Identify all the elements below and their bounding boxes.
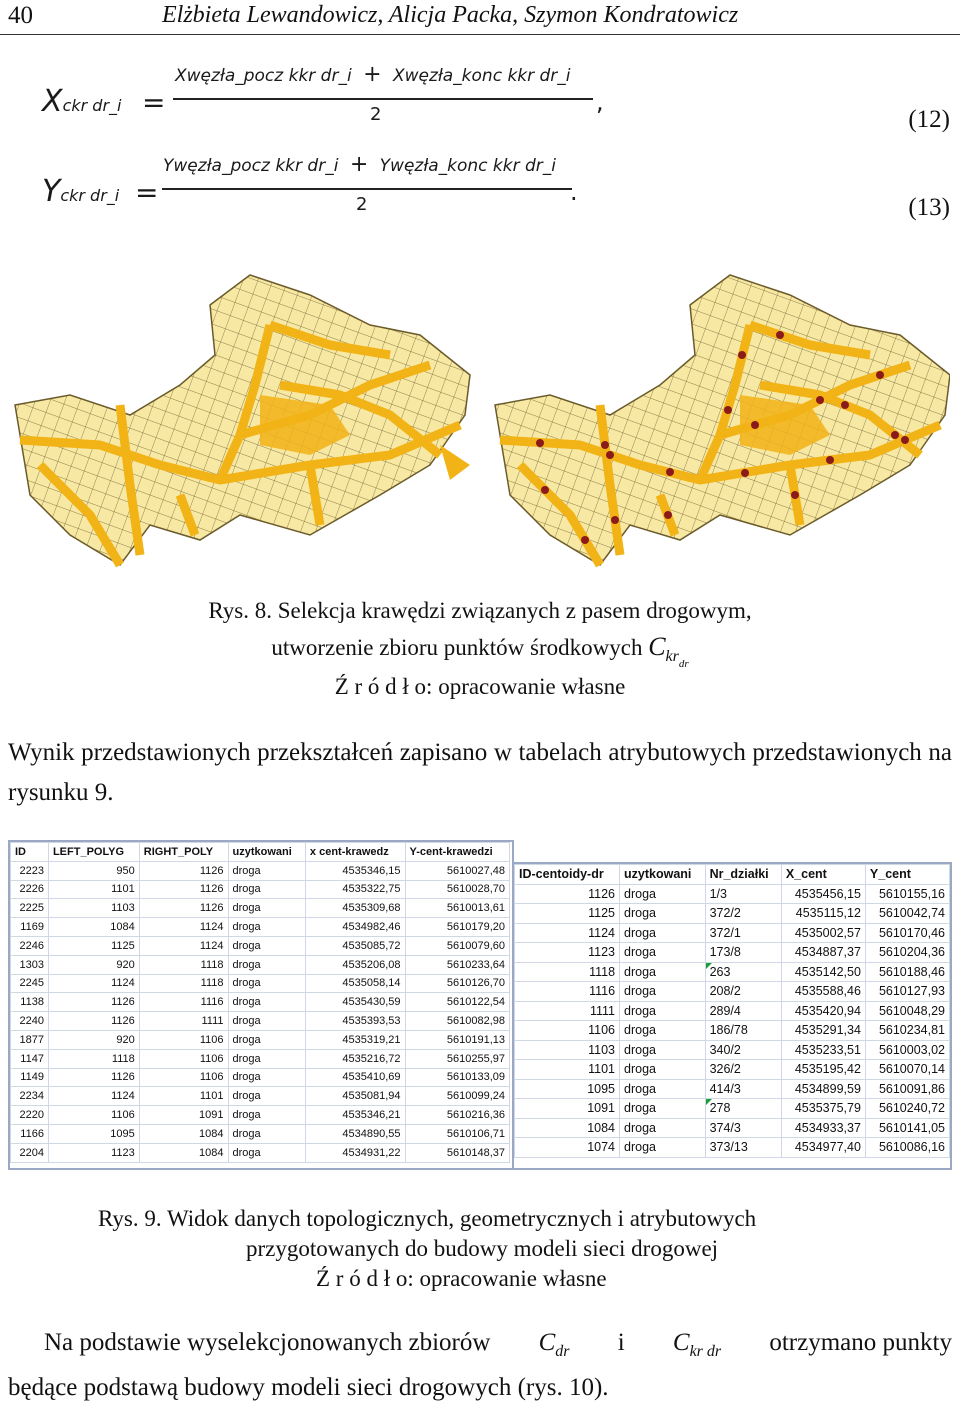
table-cell[interactable]: droga	[620, 1118, 706, 1138]
midpoint-marker	[841, 401, 849, 409]
table-row[interactable]	[11, 974, 510, 993]
figure-8-maps	[10, 265, 950, 575]
running-header-authors: Elżbieta Lewandowicz, Alicja Packa, Szymon Kondratowicz	[162, 2, 739, 28]
table-row[interactable]	[515, 904, 950, 924]
midpoint-marker	[816, 396, 824, 404]
table-row[interactable]	[515, 1060, 950, 1080]
figure-9-caption-line1: Rys. 9. Widok danych topologicznych, geometrycznych i atrybutowych	[98, 1206, 757, 1231]
fraction-bar	[173, 98, 593, 100]
table-cell[interactable]: 4535456,15	[781, 884, 865, 904]
figure-9-source	[98, 1264, 958, 1294]
table-cell[interactable]: 1126	[139, 899, 228, 918]
table-cell[interactable]: 1103	[48, 899, 139, 918]
table-cell[interactable]: 4535142,50	[781, 962, 865, 982]
table-cell[interactable]: 5610234,81	[865, 1021, 949, 1041]
midpoint-marker	[611, 516, 619, 524]
table-cell[interactable]: 4535346,21	[305, 1106, 405, 1125]
table-cell[interactable]: 4535420,94	[781, 1001, 865, 1021]
table-cell[interactable]: droga	[620, 982, 706, 1002]
numerator-right: Xwęzła_konc kkr dr_i	[392, 66, 571, 86]
table-cell[interactable]: droga	[620, 1021, 706, 1041]
table-cell[interactable]: 5610003,02	[865, 1040, 949, 1060]
midpoint-marker	[606, 451, 614, 459]
table-cell[interactable]: 5610027,48	[405, 861, 509, 880]
table-cell[interactable]: 1126	[48, 993, 139, 1012]
midpoint-marker	[741, 469, 749, 477]
column-header[interactable]: Y_cent	[865, 865, 949, 885]
table-cell[interactable]: 5610188,46	[865, 962, 949, 982]
table-row[interactable]	[515, 1099, 950, 1119]
table-cell[interactable]: droga	[620, 962, 706, 982]
table-cell[interactable]: droga	[228, 955, 305, 974]
table-cell[interactable]: 2223	[11, 861, 49, 880]
table-row[interactable]	[11, 861, 510, 880]
midpoint-marker	[666, 468, 674, 476]
table-cell[interactable]: 1303	[11, 955, 49, 974]
edges-table	[10, 842, 510, 1163]
table-cell[interactable]: 1126	[48, 1068, 139, 1087]
symbol: C	[538, 1329, 556, 1356]
table-cell[interactable]: 1103	[515, 1040, 620, 1060]
table-cell[interactable]: 4535233,51	[781, 1040, 865, 1060]
table-cell[interactable]: 5610179,20	[405, 918, 509, 937]
equation-numerator	[175, 62, 571, 87]
table-cell[interactable]: 1095	[48, 1124, 139, 1143]
table-row[interactable]	[515, 884, 950, 904]
table-cell[interactable]: 4535322,75	[305, 880, 405, 899]
table-cell[interactable]: 5610070,14	[865, 1060, 949, 1080]
figure-8-caption-line2	[0, 632, 960, 670]
midpoint-marker	[901, 436, 909, 444]
table-cell[interactable]: 5610082,98	[405, 1012, 509, 1031]
table-cell[interactable]: 5610042,74	[865, 904, 949, 924]
table-cell[interactable]: droga	[620, 1040, 706, 1060]
table-cell[interactable]: droga	[228, 1124, 305, 1143]
midpoint-marker	[791, 491, 799, 499]
table-cell[interactable]: 4534931,22	[305, 1143, 405, 1162]
fraction-bar	[162, 188, 572, 190]
table-cell[interactable]: 5610091,86	[865, 1079, 949, 1099]
figure-8-caption-line1: Rys. 8. Selekcja krawędzi związanych z pasem drogowym,	[208, 598, 752, 623]
table-cell[interactable]: 186/78	[705, 1021, 781, 1041]
table-cell[interactable]: 5610170,46	[865, 923, 949, 943]
table-cell[interactable]: 5610106,71	[405, 1124, 509, 1143]
midpoint-marker	[601, 441, 609, 449]
column-header[interactable]: uzytkowani	[228, 843, 305, 862]
table-cell[interactable]: droga	[228, 993, 305, 1012]
table-cell[interactable]: 4534982,46	[305, 918, 405, 937]
numerator-right: Ywęzła_konc kkr dr_i	[379, 156, 556, 176]
paragraph-conclusion	[8, 1322, 952, 1409]
table-cell[interactable]: 4535319,21	[305, 1030, 405, 1049]
denominator: 2	[370, 104, 382, 125]
figure-9-caption-line2: przygotowanych do budowy modeli sieci drogowej	[246, 1236, 719, 1261]
table-cell[interactable]: 5610126,70	[405, 974, 509, 993]
lhs-variable: X	[42, 84, 63, 119]
plus-sign: +	[363, 62, 382, 87]
column-header[interactable]: X_cent	[781, 865, 865, 885]
table-cell[interactable]: 4535588,46	[781, 982, 865, 1002]
table-cell[interactable]: 1124	[139, 918, 228, 937]
table-cell[interactable]: 4535375,79	[781, 1099, 865, 1119]
table-row[interactable]	[11, 880, 510, 899]
table-cell[interactable]: 173/8	[705, 943, 781, 963]
source-label: Ź r ó d ł o:	[334, 674, 433, 699]
column-header[interactable]: Y-cent-krawedzi	[405, 843, 509, 862]
table-cell[interactable]: 1124	[48, 1087, 139, 1106]
centroids-table	[514, 864, 950, 1158]
table-header-row	[515, 865, 950, 885]
table-cell[interactable]: 1116	[515, 982, 620, 1002]
column-header[interactable]: Nr_działki	[705, 865, 781, 885]
table-cell[interactable]: 920	[48, 1030, 139, 1049]
table-cell[interactable]: 1123	[515, 943, 620, 963]
table-cell[interactable]: 1147	[11, 1049, 49, 1068]
table-cell[interactable]: 950	[48, 861, 139, 880]
equals-sign: =	[142, 86, 166, 119]
paragraph-text: otrzymano punkty	[769, 1329, 952, 1356]
symbol-c-dr	[539, 1322, 570, 1367]
equation-punctuation: ,	[596, 88, 604, 116]
column-header[interactable]: uzytkowani	[620, 865, 706, 885]
table-cell[interactable]: 1084	[515, 1118, 620, 1138]
figure-8-source	[0, 672, 960, 701]
table-cell[interactable]: 5610079,60	[405, 936, 509, 955]
table-cell[interactable]: 208/2	[705, 982, 781, 1002]
table-cell[interactable]: 340/2	[705, 1040, 781, 1060]
table-row[interactable]	[11, 1049, 510, 1068]
numerator-left: Xwęzła_pocz kkr dr_i	[175, 66, 352, 86]
table-cell[interactable]: 1124	[515, 923, 620, 943]
equation-13	[40, 148, 940, 228]
symbol-c-kr-dr	[673, 1322, 721, 1367]
equals-sign: =	[135, 176, 159, 209]
column-header[interactable]: ID	[11, 843, 49, 862]
table-cell[interactable]: 1111	[515, 1001, 620, 1021]
midpoint-marker	[581, 536, 589, 544]
midpoint-marker	[541, 486, 549, 494]
midpoint-marker	[776, 331, 784, 339]
table-cell[interactable]: 920	[48, 955, 139, 974]
table-cell[interactable]: 1124	[139, 936, 228, 955]
table-cell[interactable]: droga	[228, 1087, 305, 1106]
table-cell[interactable]: 4535002,57	[781, 923, 865, 943]
table-cell[interactable]: droga	[228, 899, 305, 918]
table-row[interactable]	[11, 1030, 510, 1049]
table-cell[interactable]: 5610155,16	[865, 884, 949, 904]
table-cell[interactable]: 5610133,09	[405, 1068, 509, 1087]
midpoint-marker	[738, 351, 746, 359]
table-cell[interactable]: 4535085,72	[305, 936, 405, 955]
table-row[interactable]	[11, 1068, 510, 1087]
table-cell[interactable]: 5610122,54	[405, 993, 509, 1012]
table-cell[interactable]: 1106	[48, 1106, 139, 1125]
table-row[interactable]	[515, 982, 950, 1002]
table-cell[interactable]: 1124	[48, 974, 139, 993]
road-junction-area	[440, 445, 470, 480]
table-cell[interactable]: 1125	[515, 904, 620, 924]
numerator-left: Ywęzła_pocz kkr dr_i	[163, 156, 339, 176]
table-cell[interactable]: 5610148,37	[405, 1143, 509, 1162]
table-cell[interactable]: 1138	[11, 993, 49, 1012]
table-cell[interactable]: 372/2	[705, 904, 781, 924]
table-cell[interactable]: droga	[228, 880, 305, 899]
table-row[interactable]	[11, 1087, 510, 1106]
caption-text: utworzenie zbioru punktów środkowych	[271, 635, 643, 660]
table-cell[interactable]: 5610028,70	[405, 880, 509, 899]
paragraph-result: Wynik przedstawionych przekształceń zapisano w tabelach atrybutowych przedstawionych na rysunku 9.	[8, 739, 952, 806]
table-cell[interactable]: 1116	[139, 993, 228, 1012]
table-cell[interactable]: droga	[228, 1143, 305, 1162]
attribute-table-edges	[8, 840, 514, 1170]
table-row[interactable]	[515, 923, 950, 943]
table-cell[interactable]: 4535216,72	[305, 1049, 405, 1068]
table-row[interactable]	[11, 955, 510, 974]
table-cell[interactable]: 4534890,55	[305, 1124, 405, 1143]
midpoint-marker	[664, 511, 672, 519]
table-cell[interactable]: 4535081,94	[305, 1087, 405, 1106]
table-row[interactable]	[11, 1012, 510, 1031]
plus-sign: +	[349, 152, 369, 177]
table-cell[interactable]: 4535430,59	[305, 993, 405, 1012]
table-cell[interactable]: 4534933,37	[781, 1118, 865, 1138]
table-cell[interactable]: 263	[705, 962, 781, 982]
table-cell[interactable]: 289/4	[705, 1001, 781, 1021]
table-cell[interactable]: 5610099,24	[405, 1087, 509, 1106]
table-cell[interactable]: droga	[620, 1001, 706, 1021]
table-cell[interactable]: droga	[228, 861, 305, 880]
table-cell[interactable]: 4535393,53	[305, 1012, 405, 1031]
table-cell[interactable]: droga	[228, 936, 305, 955]
table-cell[interactable]: 1149	[11, 1068, 49, 1087]
table-cell[interactable]: 326/2	[705, 1060, 781, 1080]
table-cell[interactable]: 1106	[139, 1049, 228, 1068]
midpoint-marker	[876, 371, 884, 379]
table-cell[interactable]: droga	[620, 1060, 706, 1080]
table-cell[interactable]: 4535410,69	[305, 1068, 405, 1087]
table-cell[interactable]: 1118	[515, 962, 620, 982]
table-header-row	[11, 843, 510, 862]
table-cell[interactable]: droga	[620, 1079, 706, 1099]
table-cell[interactable]: 1101	[139, 1087, 228, 1106]
table-cell[interactable]: 4535195,42	[781, 1060, 865, 1080]
map-right	[495, 275, 950, 565]
midpoint-marker	[724, 406, 732, 414]
lhs-subscript: ckr dr_i	[60, 186, 120, 205]
column-header[interactable]: LEFT_POLYG	[48, 843, 139, 862]
table-cell[interactable]: 1106	[139, 1030, 228, 1049]
table-row[interactable]	[515, 1001, 950, 1021]
table-cell[interactable]: 5610127,93	[865, 982, 949, 1002]
table-cell[interactable]: 1126	[139, 880, 228, 899]
table-cell[interactable]: 4534887,37	[781, 943, 865, 963]
table-row[interactable]	[11, 1124, 510, 1143]
source-text: opracowanie własne	[438, 674, 626, 699]
table-cell[interactable]: droga	[620, 943, 706, 963]
midpoint-marker	[891, 431, 899, 439]
table-cell[interactable]: 1/3	[705, 884, 781, 904]
table-cell[interactable]: 372/1	[705, 923, 781, 943]
paragraph-line2: będące podstawą budowy modeli sieci drogowych (rys. 10).	[8, 1374, 609, 1401]
table-cell[interactable]: droga	[228, 1068, 305, 1087]
table-cell[interactable]: 4535346,15	[305, 861, 405, 880]
attribute-table-centroids	[512, 862, 952, 1170]
table-cell[interactable]: 2234	[11, 1087, 49, 1106]
midpoint-marker	[826, 456, 834, 464]
lhs-variable: Y	[42, 174, 61, 209]
table-cell[interactable]: 1877	[11, 1030, 49, 1049]
table-cell[interactable]: 1126	[515, 884, 620, 904]
table-cell[interactable]: 1118	[48, 1049, 139, 1068]
table-cell[interactable]: 1169	[11, 918, 49, 937]
table-cell[interactable]: 2246	[11, 936, 49, 955]
symbol-subscript: dr	[555, 1343, 570, 1360]
table-row[interactable]	[515, 962, 950, 982]
table-cell[interactable]: 4534899,59	[781, 1079, 865, 1099]
table-cell[interactable]: 374/3	[705, 1118, 781, 1138]
table-cell[interactable]: 1101	[515, 1060, 620, 1080]
source-label: Ź r ó d ł o:	[316, 1266, 414, 1291]
table-row[interactable]	[11, 918, 510, 937]
table-cell[interactable]: 1166	[11, 1124, 49, 1143]
table-cell[interactable]: 2245	[11, 974, 49, 993]
table-cell[interactable]: 5610216,36	[405, 1106, 509, 1125]
lhs-subscript: ckr dr_i	[62, 96, 122, 115]
table-cell[interactable]: droga	[620, 1138, 706, 1158]
table-cell[interactable]: droga	[228, 974, 305, 993]
table-cell[interactable]: 4535291,34	[781, 1021, 865, 1041]
table-cell[interactable]: 2204	[11, 1143, 49, 1162]
denominator: 2	[356, 194, 368, 215]
header-rule	[0, 34, 960, 35]
table-cell[interactable]: droga	[620, 1099, 706, 1119]
table-cell[interactable]: droga	[228, 1012, 305, 1031]
table-cell[interactable]: 4534977,40	[781, 1138, 865, 1158]
equation-lhs	[42, 174, 119, 209]
column-header[interactable]: x cent-krawedz	[305, 843, 405, 862]
table-cell[interactable]: 1111	[139, 1012, 228, 1031]
table-cell[interactable]: 414/3	[705, 1079, 781, 1099]
table-cell[interactable]: 2226	[11, 880, 49, 899]
table-cell[interactable]: 5610048,29	[865, 1001, 949, 1021]
table-row[interactable]	[515, 1138, 950, 1158]
table-row[interactable]	[515, 1021, 950, 1041]
figure-9-caption	[98, 1204, 958, 1294]
table-cell[interactable]: 5610086,16	[865, 1138, 949, 1158]
table-cell[interactable]: droga	[620, 923, 706, 943]
table-cell[interactable]: droga	[620, 904, 706, 924]
table-cell[interactable]: droga	[228, 1030, 305, 1049]
table-cell[interactable]: 2240	[11, 1012, 49, 1031]
table-cell[interactable]: 1091	[515, 1099, 620, 1119]
midpoint-marker	[751, 421, 759, 429]
page-number: 40	[8, 2, 33, 29]
table-cell[interactable]: 5610233,64	[405, 955, 509, 974]
table-cell[interactable]: 1084	[139, 1143, 228, 1162]
table-row[interactable]	[11, 1143, 510, 1162]
table-cell[interactable]: 1106	[139, 1068, 228, 1087]
table-cell[interactable]: 4535206,08	[305, 955, 405, 974]
table-cell[interactable]: 1125	[48, 936, 139, 955]
table-cell[interactable]: droga	[228, 1049, 305, 1068]
table-cell[interactable]: 1106	[515, 1021, 620, 1041]
table-cell[interactable]: 5610204,36	[865, 943, 949, 963]
column-header[interactable]: RIGHT_POLY	[139, 843, 228, 862]
source-text: opracowanie własne	[419, 1266, 607, 1291]
table-cell[interactable]: 2225	[11, 899, 49, 918]
table-cell[interactable]: 5610141,05	[865, 1118, 949, 1138]
table-cell[interactable]: 4535058,14	[305, 974, 405, 993]
table-cell[interactable]: 5610013,61	[405, 899, 509, 918]
equation-number-13: (13)	[908, 194, 950, 221]
table-cell[interactable]: 1126	[139, 861, 228, 880]
equation-lhs	[42, 84, 121, 119]
equation-12	[40, 58, 940, 138]
equation-numerator	[163, 152, 556, 177]
midpoint-marker	[536, 439, 544, 447]
table-cell[interactable]: 1118	[139, 955, 228, 974]
map-left	[15, 275, 470, 565]
table-cell[interactable]: 1118	[139, 974, 228, 993]
caption-symbol-subscript: kr	[665, 648, 679, 665]
table-cell[interactable]: 373/13	[705, 1138, 781, 1158]
paragraph-text: i	[617, 1329, 625, 1356]
caption-symbol: C	[648, 632, 666, 661]
symbol: C	[672, 1329, 690, 1356]
table-cell[interactable]: droga	[620, 884, 706, 904]
column-header[interactable]: ID-centoidy-dr	[515, 865, 620, 885]
table-row[interactable]	[515, 1040, 950, 1060]
equation-punctuation: .	[570, 178, 578, 206]
table-cell[interactable]: 1084	[48, 918, 139, 937]
equation-number-12: (12)	[908, 106, 950, 133]
symbol-subscript: kr dr	[689, 1343, 722, 1360]
table-row[interactable]	[515, 1118, 950, 1138]
paragraph-text: Na podstawie wyselekcjonowanych zbiorów	[44, 1329, 491, 1356]
table-cell[interactable]: 1091	[139, 1106, 228, 1125]
table-row[interactable]	[11, 993, 510, 1012]
table-cell[interactable]: 5610255,97	[405, 1049, 509, 1068]
table-cell[interactable]: 1074	[515, 1138, 620, 1158]
table-row[interactable]	[515, 943, 950, 963]
table-row[interactable]	[515, 1079, 950, 1099]
table-cell[interactable]: 5610191,13	[405, 1030, 509, 1049]
table-cell[interactable]: 4535309,68	[305, 899, 405, 918]
table-cell[interactable]: 1126	[48, 1012, 139, 1031]
table-row[interactable]	[11, 936, 510, 955]
table-cell[interactable]: 1101	[48, 880, 139, 899]
table-row[interactable]	[11, 1106, 510, 1125]
table-row[interactable]	[11, 899, 510, 918]
table-cell[interactable]: 278	[705, 1099, 781, 1119]
table-cell[interactable]: 5610240,72	[865, 1099, 949, 1119]
table-cell[interactable]: droga	[228, 918, 305, 937]
caption-symbol-subsubscript: dr	[678, 658, 689, 670]
table-cell[interactable]: 1123	[48, 1143, 139, 1162]
table-cell[interactable]: droga	[228, 1106, 305, 1125]
table-cell[interactable]: 2220	[11, 1106, 49, 1125]
table-cell[interactable]: 1084	[139, 1124, 228, 1143]
table-cell[interactable]: 1095	[515, 1079, 620, 1099]
table-cell[interactable]: 4535115,12	[781, 904, 865, 924]
paragraph-line1	[8, 1322, 952, 1367]
